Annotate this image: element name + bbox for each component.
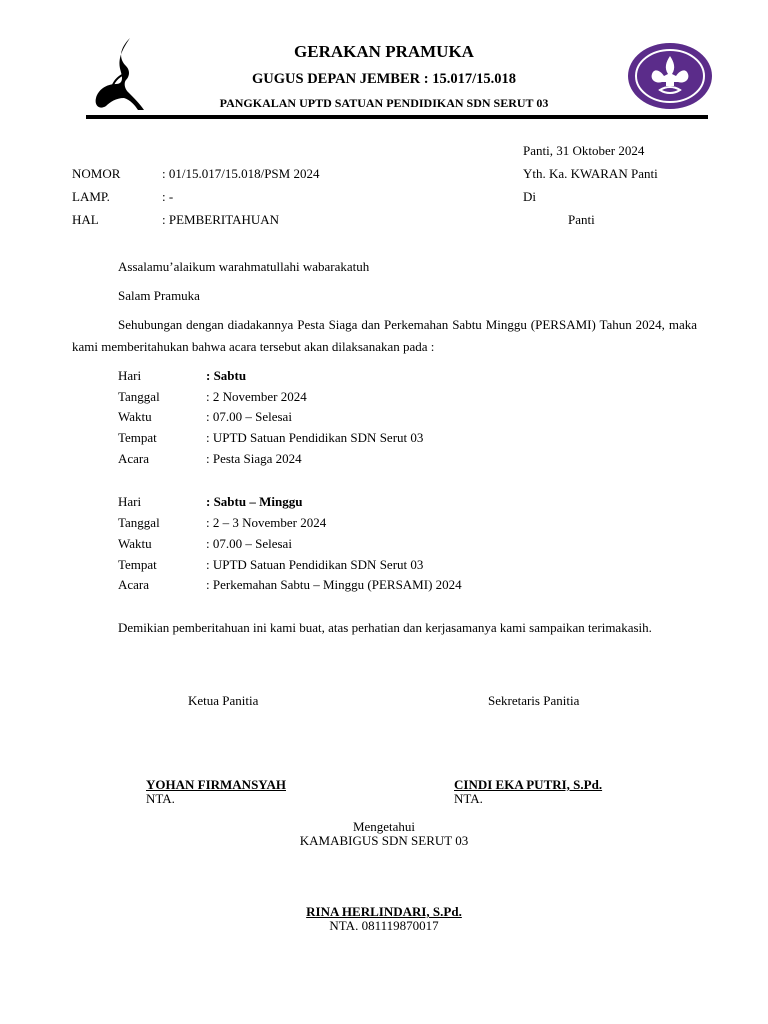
closing-paragraph: Demikian pemberitahuan ini kami buat, atas perhatian dan kerjasamanya kami sampaikan terimakasih. bbox=[118, 620, 652, 635]
intro-paragraph: Sehubungan dengan diadakannya Pesta Siaga dan Perkemahan Sabtu Minggu (PERSAMI) Tahun 2024, maka kami memberitahukan bahwa acara tersebut akan dilaksanakan pada : bbox=[72, 317, 697, 354]
gugus-depan-title: GUGUS DEPAN JEMBER : 15.017/15.018 bbox=[252, 71, 516, 87]
sekretaris-title: Sekretaris Panitia bbox=[488, 693, 580, 708]
header-divider bbox=[86, 115, 708, 119]
sekretaris-name: CINDI EKA PUTRI, S.Pd. bbox=[454, 777, 603, 792]
lamp-label: LAMP. bbox=[72, 189, 110, 204]
pangkalan-title: PANGKALAN UPTD SATUAN PENDIDIKAN SDN SERUT 03 bbox=[219, 96, 549, 110]
schedule1-tanggal-value: : 2 November 2024 bbox=[206, 389, 307, 404]
ketua-name: YOHAN FIRMANSYAH bbox=[146, 777, 286, 792]
schedule1-acara-label: Acara bbox=[118, 451, 150, 466]
schedule1-waktu-label: Waktu bbox=[118, 409, 152, 424]
hal-label: HAL bbox=[72, 212, 99, 227]
recipient-line-1: Yth. Ka. KWARAN Panti bbox=[523, 166, 658, 181]
schedule2-hari-label: Hari bbox=[118, 494, 142, 509]
lamp-value: : - bbox=[162, 189, 174, 204]
schedule1-tempat-label: Tempat bbox=[118, 430, 157, 445]
sekretaris-nta: NTA. bbox=[454, 791, 483, 806]
greeting: Assalamu’alaikum warahmatullahi wabarakatuh bbox=[118, 259, 370, 274]
schedule1-tanggal-label: Tanggal bbox=[118, 389, 160, 404]
schedule1-acara-value: : Pesta Siaga 2024 bbox=[206, 451, 302, 466]
nomor-label: NOMOR bbox=[72, 166, 121, 181]
schedule2-tempat-label: Tempat bbox=[118, 557, 157, 572]
ketua-title: Ketua Panitia bbox=[188, 693, 259, 708]
kamabigus-nta: NTA. 081119870017 bbox=[329, 918, 439, 933]
kamabigus-name: RINA HERLINDARI, S.Pd. bbox=[306, 904, 462, 919]
mengetahui-label: Mengetahui bbox=[352, 819, 416, 834]
schedule1-tempat-value: : UPTD Satuan Pendidikan SDN Serut 03 bbox=[206, 430, 424, 445]
schedule1-waktu-value: : 07.00 – Selesai bbox=[206, 409, 292, 424]
hal-value: : PEMBERITAHUAN bbox=[162, 212, 280, 227]
schedule2-tanggal-label: Tanggal bbox=[118, 515, 160, 530]
schedule2-tanggal-value: : 2 – 3 November 2024 bbox=[206, 515, 327, 530]
ketua-nta: NTA. bbox=[146, 791, 175, 806]
schedule2-waktu-value: : 07.00 – Selesai bbox=[206, 536, 292, 551]
schedule2-acara-value: : Perkemahan Sabtu – Minggu (PERSAMI) 2024 bbox=[206, 577, 462, 592]
kamabigus-title: KAMABIGUS SDN SERUT 03 bbox=[299, 833, 469, 848]
salam: Salam Pramuka bbox=[118, 288, 200, 303]
letter-date: Panti, 31 Oktober 2024 bbox=[523, 143, 645, 158]
nomor-value: : 01/15.017/15.018/PSM 2024 bbox=[162, 166, 320, 181]
org-title: GERAKAN PRAMUKA bbox=[294, 42, 474, 61]
schedule2-waktu-label: Waktu bbox=[118, 536, 152, 551]
recipient-line-3: Panti bbox=[568, 212, 595, 227]
schedule2-hari-value: : Sabtu – Minggu bbox=[206, 494, 303, 509]
recipient-line-2: Di bbox=[523, 189, 536, 204]
schedule2-tempat-value: : UPTD Satuan Pendidikan SDN Serut 03 bbox=[206, 557, 424, 572]
schedule1-hari-value: : Sabtu bbox=[206, 368, 247, 383]
schedule1-hari-label: Hari bbox=[118, 368, 142, 383]
schedule2-acara-label: Acara bbox=[118, 577, 150, 592]
